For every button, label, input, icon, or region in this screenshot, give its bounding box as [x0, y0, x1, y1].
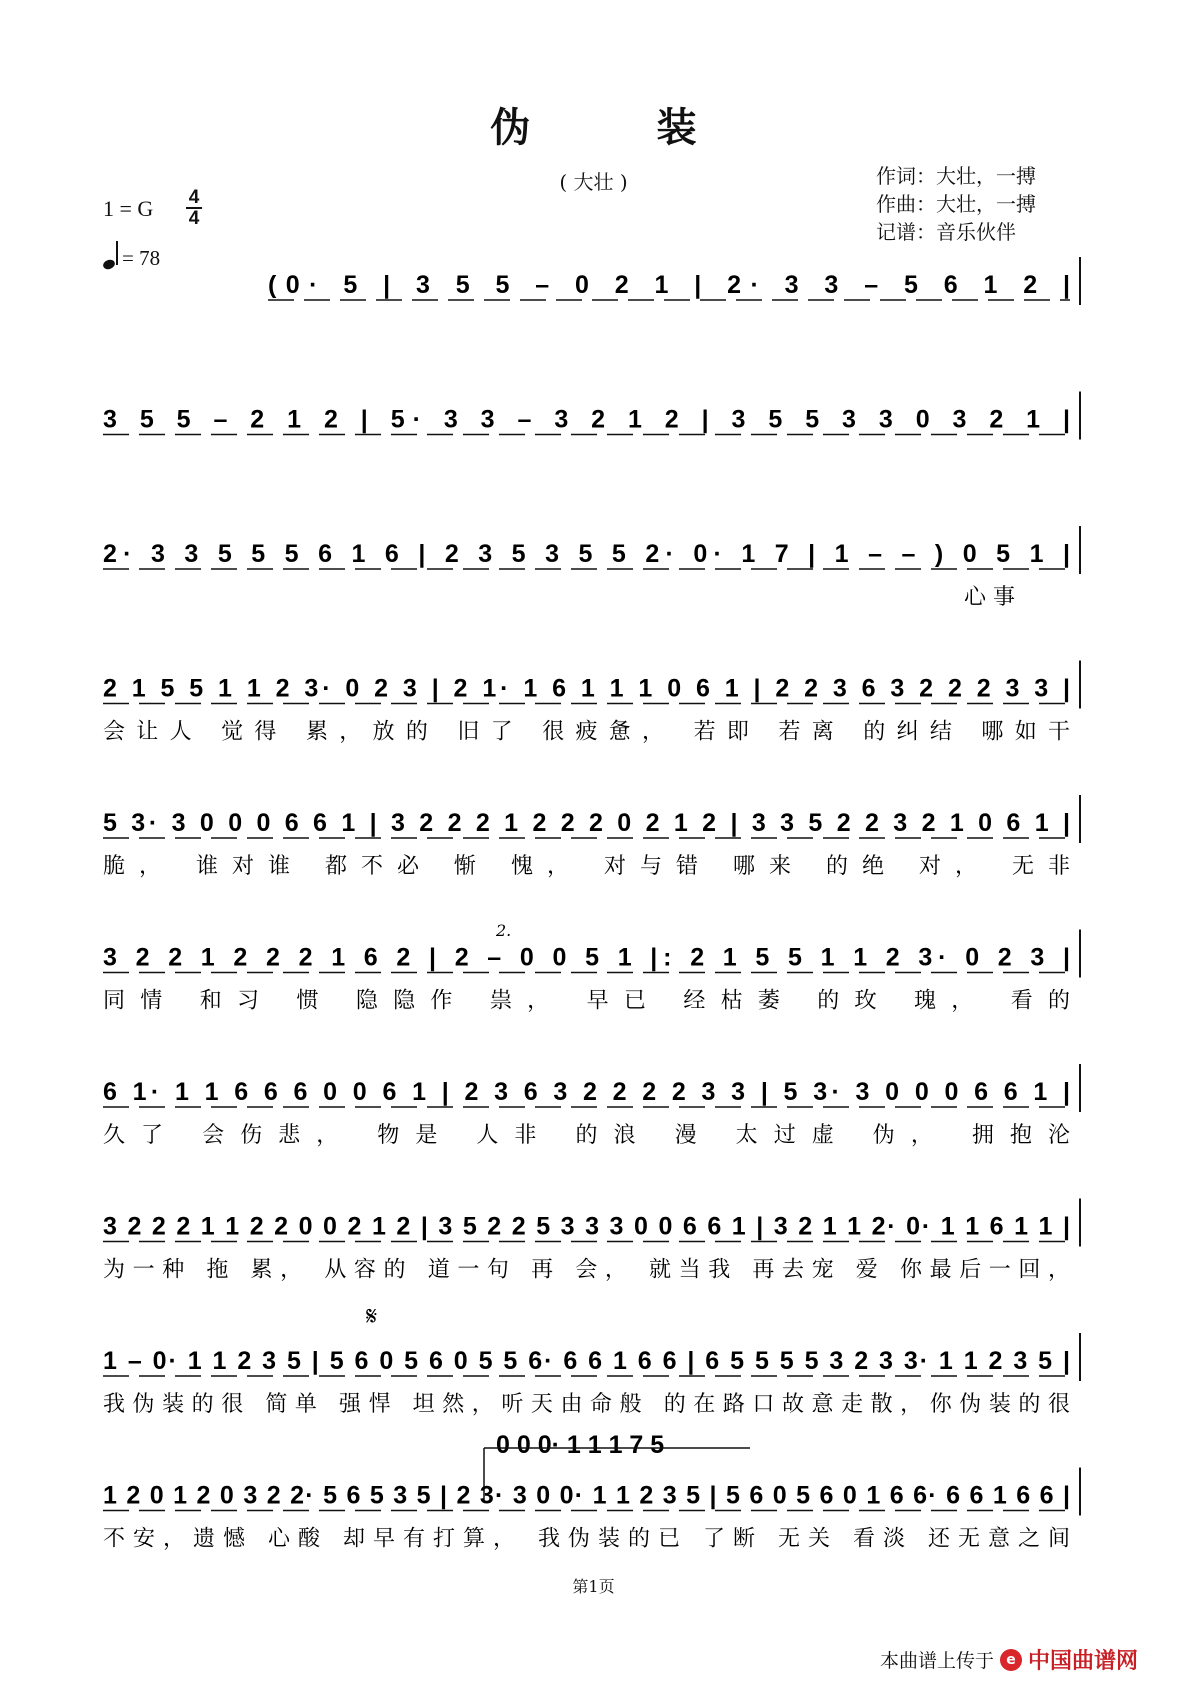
site-name[interactable]: 中国曲谱网	[1028, 1649, 1139, 1674]
volta-label: 2.	[496, 921, 512, 940]
staff-notes-6: 3 2 2 1 2 2 2 1 6 2 | 2 – 0 0 5 1 |: 2 1 5 5 1 1 2 3· 0 2 3 |	[103, 943, 1071, 972]
staff-notes-10: 1 2 0 1 2 0 3 2 2· 5 6 5 3 5 | 2 3· 3 0 0· 1 1 2 3 5 | 5 6 0 5 6 0 1 6 6· 6 6 1 6 6 |	[103, 1481, 1070, 1510]
time-signature-bottom: 4	[188, 208, 200, 229]
staff-lyrics-9: 我伪装的很 简单 强悍 坦然，听天由命般 的在路口故意走散，你伪装的很	[103, 1392, 1070, 1417]
staff-lyrics-8: 为一种 拖 累， 从容的 道一句 再 会， 就当我 再去宠 爱 你最后一回，	[103, 1257, 1070, 1283]
staff-lyrics-4: 会让人 觉得 累，放的 旧了 很疲惫， 若即 若离 的纠结 哪如干	[103, 719, 1070, 745]
staff-lyrics-3: 心 事	[964, 585, 1015, 610]
staff-notes-8: 3 2 2 2 1 1 2 2 0 0 2 1 2 | 3 5 2 2 5 3 3 3 0 0 6 6 1 | 3 2 1 1 2· 0· 1 1 6 1 1 |	[103, 1212, 1070, 1241]
composer-credit: 作曲：大壮，一搏	[876, 192, 1036, 216]
time-signature-top: 4	[188, 187, 200, 208]
staff-notes-2: 3 5 5 – 2 1 2 | 5· 3 3 – 3 2 1 2 | 3 5 5 3 3 0 3 2 1 |	[103, 405, 1071, 434]
upload-note	[880, 1644, 1138, 1675]
staff-notes-9: 1 – 0· 1 1 2 3 5 | 5 6 0 5 6 0 5 5 6· 6 6 1 6 6 | 6 5 5 5 5 3 2 3 3· 1 1 2 3 5 |	[103, 1347, 1070, 1375]
site-logo-icon: e	[1000, 1649, 1022, 1671]
transcriber-credit: 记谱：音乐伙伴	[876, 220, 1016, 244]
staff-notes-7: 6 1· 1 1 6 6 6 0 0 6 1 | 2 3 6 3 2 2 2 2 3 3 | 5 3· 3 0 0 0 6 6 1 |	[103, 1078, 1071, 1106]
song-title: 伪 装	[490, 104, 753, 151]
staff-lyrics-7: 久了 会伤悲， 物是 人非 的浪 漫 太过虚 伪， 拥抱沦	[103, 1123, 1070, 1148]
staff-lyrics-10: 不安，遗憾 心酸 却早有打算， 我伪装的已 了断 无关 看淡 还无意之间	[103, 1526, 1071, 1552]
key-signature: 1 = G	[103, 196, 154, 221]
volta-alternate-notes: 0 0 0· 1 1 1 7 5	[496, 1431, 665, 1459]
lyricist-credit: 作词：大壮，一搏	[876, 164, 1036, 188]
page-number: 第1页	[572, 1577, 615, 1596]
staff-notes-4: 2 1 5 5 1 1 2 3· 0 2 3 | 2 1· 1 6 1 1 1 0 6 1 | 2 2 3 6 3 2 2 2 3 3 |	[103, 674, 1070, 703]
tempo-value: = 78	[122, 246, 161, 270]
upload-text: 本曲谱上传于	[880, 1650, 995, 1672]
singer-label: ( 大壮 )	[559, 170, 628, 194]
segno-icon: 𝄋	[366, 1302, 378, 1332]
staff-notes-1: (0· 5 | 3 5 5 – 0 2 1 | 2· 3 3 – 5 6 1 2 |	[268, 271, 1071, 299]
staff-notes-5: 5 3· 3 0 0 0 6 6 1 | 3 2 2 2 1 2 2 2 0 2 1 2 | 3 3 5 2 2 3 2 1 0 6 1 |	[103, 809, 1070, 837]
staff-notes-3: 2· 3 3 5 5 5 6 1 6 | 2 3 5 3 5 5 2· 0· 1 7 | 1 – – ) 0 5 1 |	[103, 540, 1070, 568]
staff-lyrics-5: 脆， 谁对谁 都不必 惭 愧， 对与错 哪来 的绝 对， 无非	[103, 854, 1071, 879]
staff-lyrics-6: 同情 和习 惯 隐隐作 祟， 早已 经枯萎 的玫 瑰， 看的	[103, 988, 1071, 1014]
